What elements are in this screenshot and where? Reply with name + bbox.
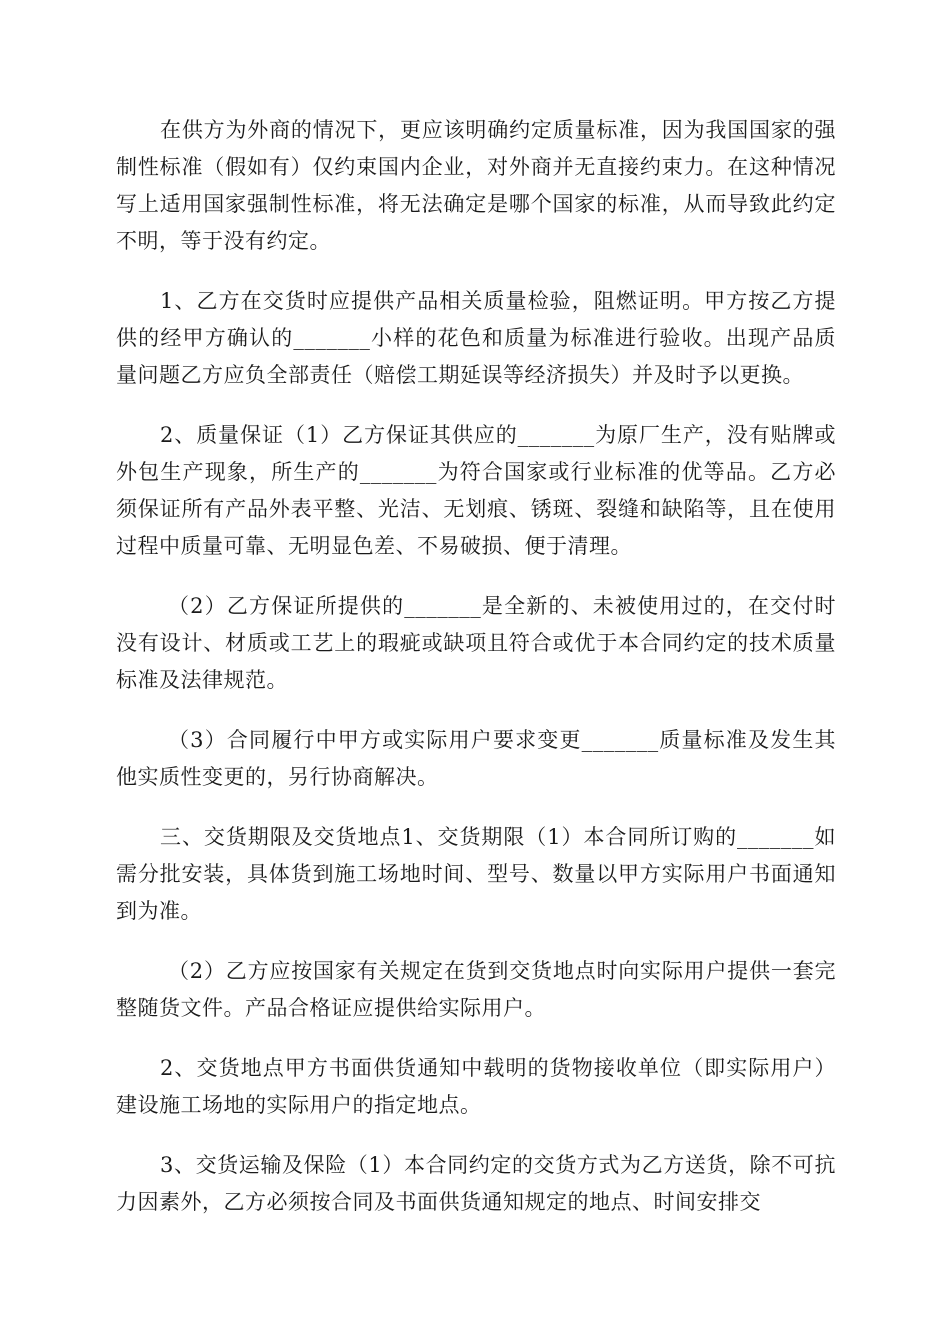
paragraph-transport-insurance: 3、交货运输及保险（1）本合同约定的交货方式为乙方送货，除不可抗力因素外，乙方必须按合同及书面供货通知规定的地点、时间安排交 (116, 1153, 836, 1214)
paragraph-clause-2-item-3: （3）合同履行中甲方或实际用户要求变更_______质量标准及发生其他实质性变更的，另行协商解决。 (116, 728, 836, 789)
paragraph-clause-2-item-2: （2）乙方保证所提供的_______是全新的、未被使用过的，在交付时没有设计、材质或工艺上的瑕疵或缺项且符合或优于本合同约定的技术质量标准及法律规范。 (116, 594, 836, 692)
paragraph-section-3-item-2: （2）乙方应按国家有关规定在货到交货地点时向实际用户提供一套完整随货文件。产品合格证应提供给实际用户。 (116, 959, 836, 1020)
paragraph-foreign-supplier-note: 在供方为外商的情况下，更应该明确约定质量标准，因为我国国家的强制性标准（假如有）仅约束国内企业，对外商并无直接约束力。在这种情况写上适用国家强制性标准，将无法确定是哪个国家的标准，从而导致此约定不明，等于没有约定。 (116, 118, 836, 253)
paragraph-clause-1-inspection: 1、乙方在交货时应提供产品相关质量检验，阻燃证明。甲方按乙方提供的经甲方确认的_______小样的花色和质量为标准进行验收。出现产品质量问题乙方应负全部责任（赔偿工期延误等经济损失）并及时予以更换。 (116, 289, 836, 387)
paragraph-section-3-delivery-period: 三、交货期限及交货地点1、交货期限（1）本合同所订购的_______如需分批安装，具体货到施工场地时间、型号、数量以甲方实际用户书面通知到为准。 (116, 825, 836, 923)
paragraph-clause-2-quality-guarantee: 2、质量保证（1）乙方保证其供应的_______为原厂生产，没有贴牌或外包生产现象，所生产的_______为符合国家或行业标准的优等品。乙方必须保证所有产品外表平整、光洁、无划痕、锈斑、裂缝和缺陷等，且在使用过程中质量可靠、无明显色差、不易破损、便于清理。 (116, 423, 836, 558)
paragraph-delivery-location: 2、交货地点甲方书面供货通知中载明的货物接收单位（即实际用户）建设施工场地的实际用户的指定地点。 (116, 1056, 836, 1117)
document-body (116, 112, 836, 1244)
